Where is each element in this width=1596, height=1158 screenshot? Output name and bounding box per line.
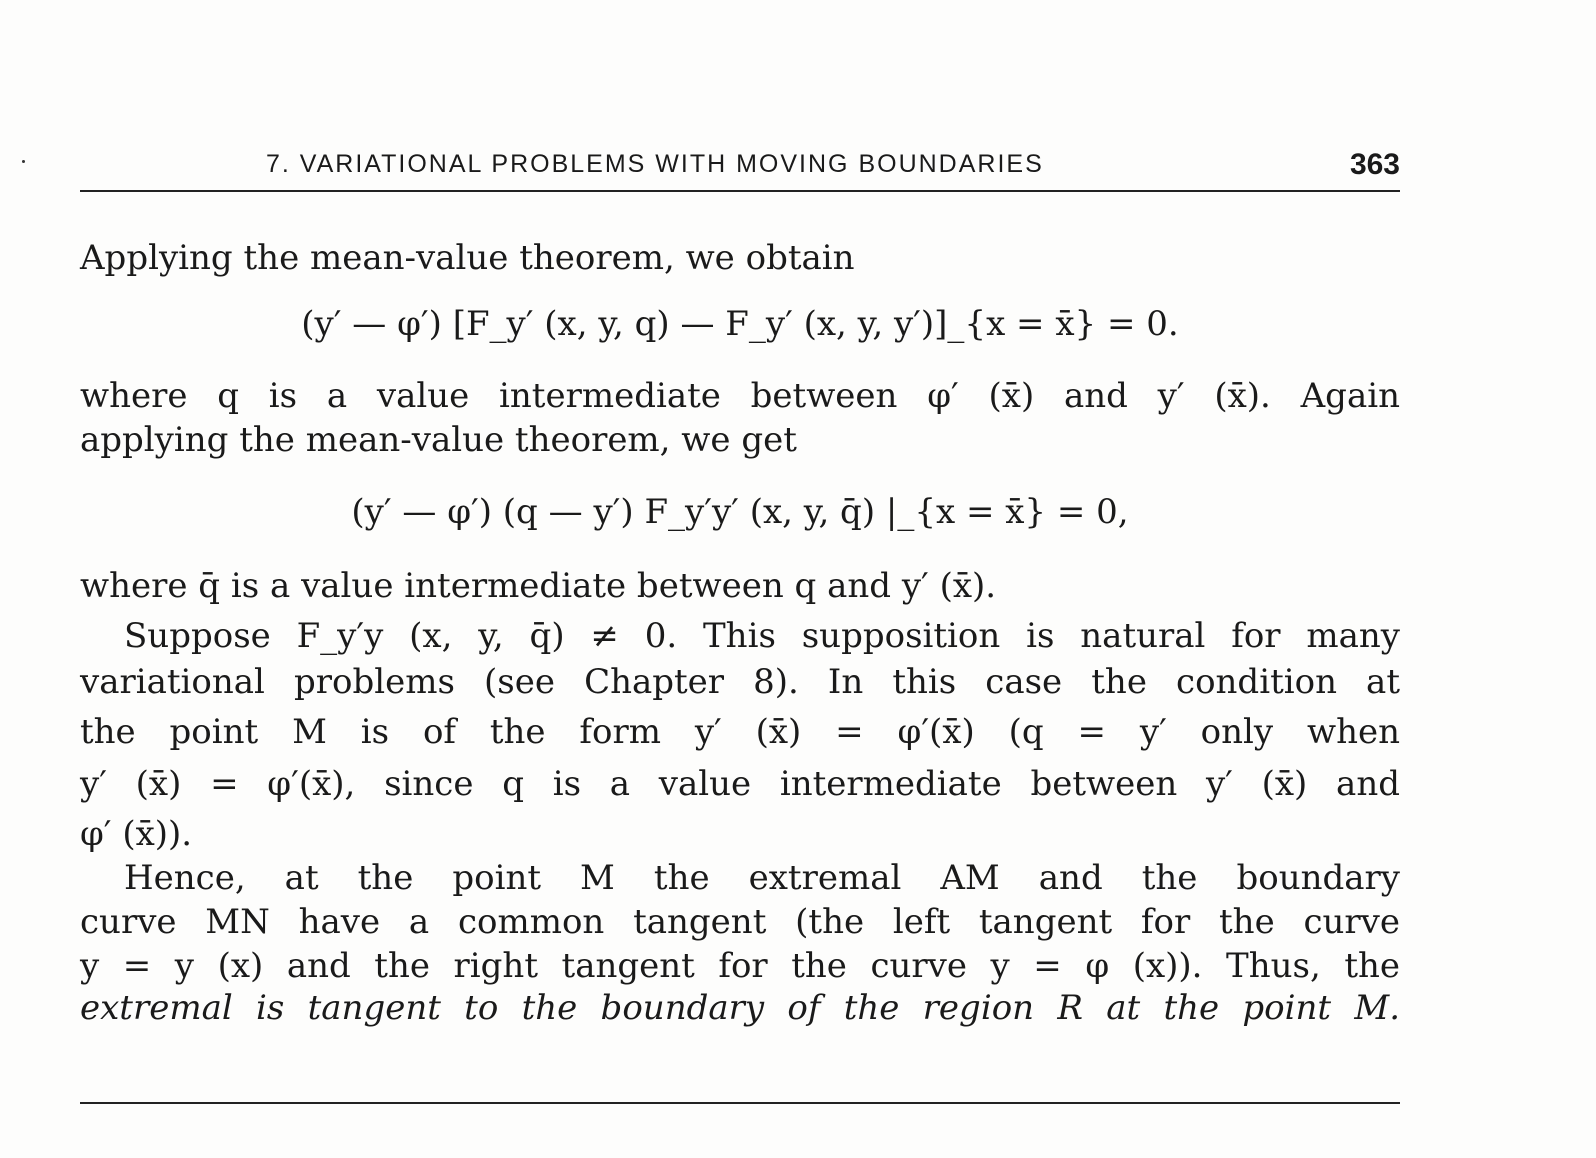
text-line-10: Hence, at the point M the extremal AM and the boundary: [124, 858, 1400, 898]
text-line-7: the point M is of the form y′ (x̄) = φ′(x̄) (q = y′ only when: [80, 712, 1400, 752]
text-line-3: applying the mean-value theorem, we get: [80, 420, 797, 460]
equation-1: (y′ — φ′) [F_y′ (x, y, q) — F_y′ (x, y, y′)]_{x = x̄} = 0.: [301, 304, 1179, 344]
text-line-5: Suppose F_y′y (x, y, q̄) ≠ 0. This supposition is natural for many: [124, 616, 1400, 656]
bottom-rule: [80, 1102, 1400, 1104]
running-head: [80, 146, 1400, 192]
text-line-8: y′ (x̄) = φ′(x̄), since q is a value intermediate between y′ (x̄) and: [80, 764, 1400, 804]
text-line-9: φ′ (x̄)).: [80, 814, 193, 854]
scan-speck: [22, 160, 25, 163]
page-number: 363: [1349, 148, 1400, 181]
text-line-2: where q is a value intermediate between φ′ (x̄) and y′ (x̄). Again: [80, 376, 1400, 416]
text-line-13: extremal is tangent to the boundary of the region R at the point M.: [80, 988, 1400, 1028]
text-line-12: y = y (x) and the right tangent for the curve y = φ (x)). Thus, the: [80, 946, 1400, 986]
text-line-1: Applying the mean-value theorem, we obtain: [80, 238, 855, 278]
equation-2: (y′ — φ′) (q — y′) F_y′y′ (x, y, q̄) |_{x = x̄} = 0,: [351, 492, 1129, 532]
text-line-6: variational problems (see Chapter 8). In this case the condition at: [80, 662, 1400, 702]
running-title: 7. VARIATIONAL PROBLEMS WITH MOVING BOUNDARIES: [266, 150, 1044, 178]
text-line-4: where q̄ is a value intermediate between q and y′ (x̄).: [80, 566, 997, 606]
text-line-11: curve MN have a common tangent (the left tangent for the curve: [80, 902, 1400, 942]
